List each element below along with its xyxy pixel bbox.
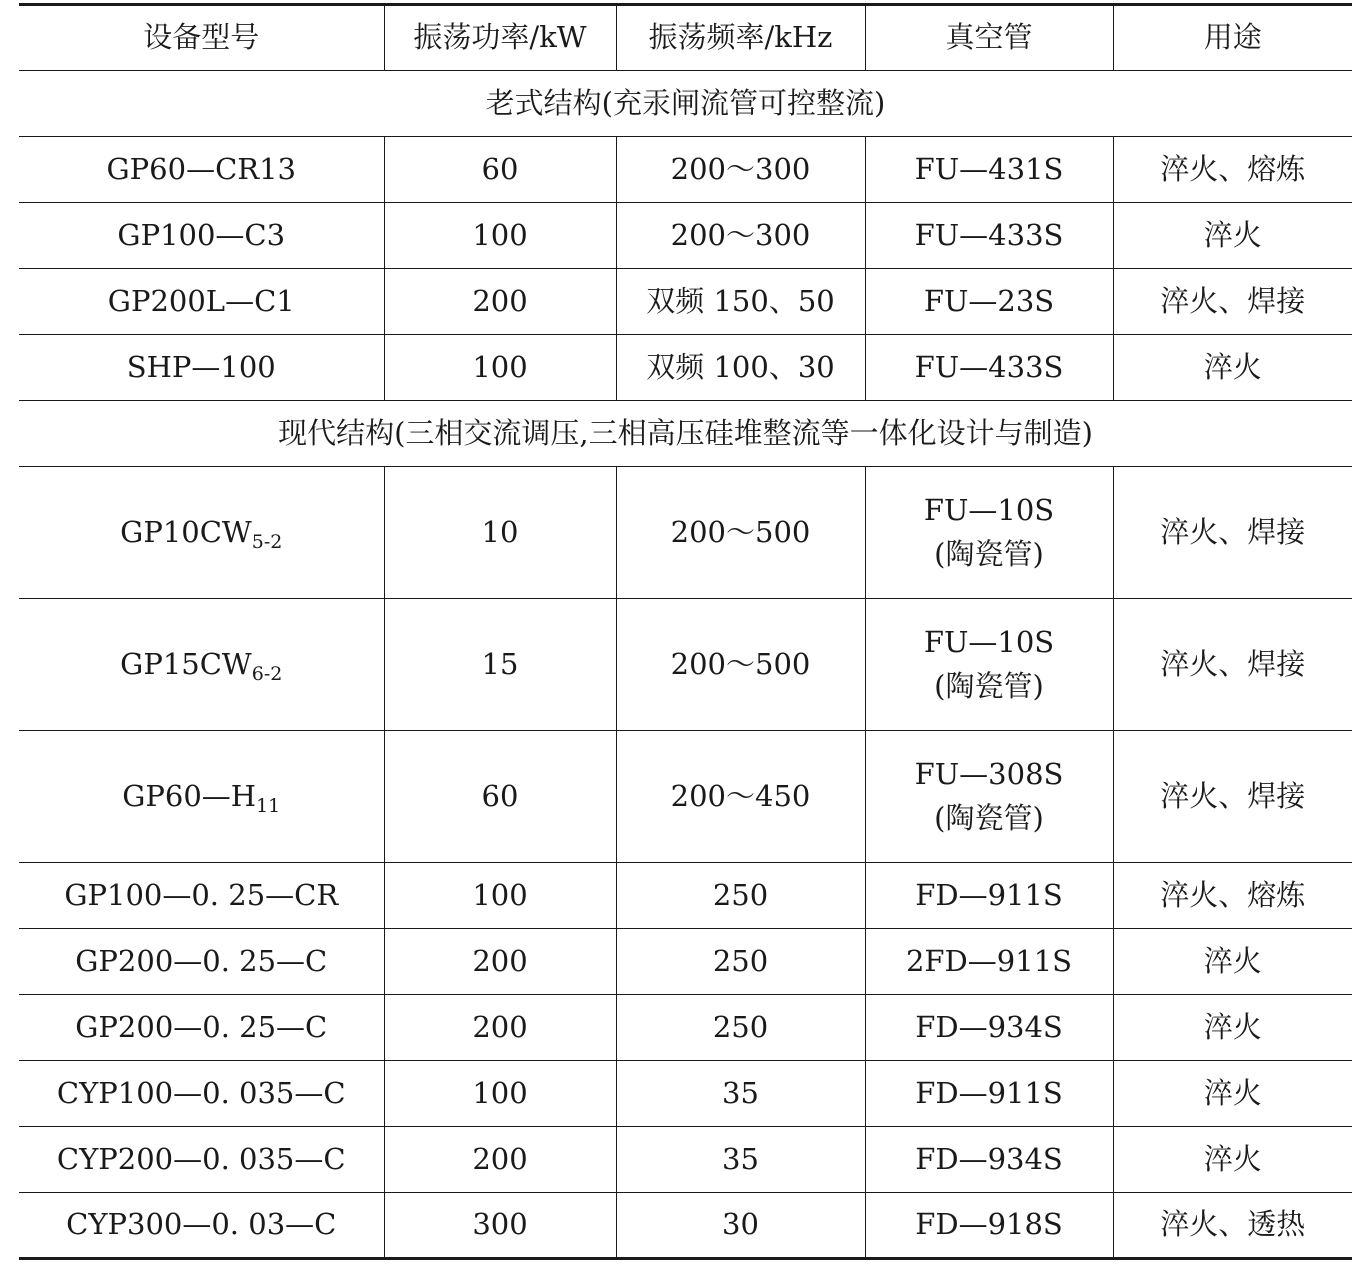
tube-text: FU—308S bbox=[914, 757, 1064, 792]
cell-power: 200 bbox=[384, 269, 616, 335]
cell-frequency: 250 bbox=[616, 995, 865, 1061]
cell-frequency: 双频 150、50 bbox=[616, 269, 865, 335]
cell-model: GP200L—C1 bbox=[19, 269, 384, 335]
cell-use: 淬火、焊接 bbox=[1113, 599, 1352, 731]
table-row bbox=[19, 1127, 1352, 1193]
cell-model: GP100—0. 25—CR bbox=[19, 863, 384, 929]
cell-model bbox=[19, 731, 384, 863]
cell-frequency: 200～300 bbox=[616, 137, 865, 203]
cell-use: 淬火、熔炼 bbox=[1113, 863, 1352, 929]
cell-tube bbox=[865, 599, 1113, 731]
cell-model bbox=[19, 599, 384, 731]
cell-power: 100 bbox=[384, 203, 616, 269]
cell-power: 300 bbox=[384, 1193, 616, 1259]
model-text: GP15CW bbox=[120, 646, 252, 681]
table-row bbox=[19, 269, 1352, 335]
equipment-table-container bbox=[19, 3, 1352, 1260]
tube-note: (陶瓷管) bbox=[934, 536, 1044, 571]
cell-model: CYP200—0. 035—C bbox=[19, 1127, 384, 1193]
cell-power: 200 bbox=[384, 995, 616, 1061]
table-row bbox=[19, 1061, 1352, 1127]
cell-use: 淬火、焊接 bbox=[1113, 731, 1352, 863]
cell-frequency: 250 bbox=[616, 863, 865, 929]
cell-model: GP200—0. 25—C bbox=[19, 929, 384, 995]
header-model: 设备型号 bbox=[19, 5, 384, 71]
cell-use: 淬火 bbox=[1113, 335, 1352, 401]
cell-frequency: 200～450 bbox=[616, 731, 865, 863]
model-text: GP60—H bbox=[122, 778, 257, 813]
cell-tube: FU—431S bbox=[865, 137, 1113, 203]
cell-tube: 2FD—911S bbox=[865, 929, 1113, 995]
cell-frequency: 250 bbox=[616, 929, 865, 995]
cell-model: GP100—C3 bbox=[19, 203, 384, 269]
cell-tube: FU—433S bbox=[865, 203, 1113, 269]
table-row bbox=[19, 1193, 1352, 1259]
cell-use: 淬火、焊接 bbox=[1113, 269, 1352, 335]
cell-tube: FD—911S bbox=[865, 1061, 1113, 1127]
cell-model bbox=[19, 467, 384, 599]
cell-use: 淬火 bbox=[1113, 995, 1352, 1061]
header-use: 用途 bbox=[1113, 5, 1352, 71]
table-row bbox=[19, 137, 1352, 203]
tube-note: (陶瓷管) bbox=[934, 800, 1044, 835]
cell-power: 10 bbox=[384, 467, 616, 599]
cell-tube: FD—934S bbox=[865, 1127, 1113, 1193]
header-tube: 真空管 bbox=[865, 5, 1113, 71]
cell-use: 淬火 bbox=[1113, 203, 1352, 269]
cell-power: 200 bbox=[384, 929, 616, 995]
cell-model: GP200—0. 25—C bbox=[19, 995, 384, 1061]
table-row bbox=[19, 995, 1352, 1061]
cell-power: 200 bbox=[384, 1127, 616, 1193]
cell-model: CYP300—0. 03—C bbox=[19, 1193, 384, 1259]
cell-model: GP60—CR13 bbox=[19, 137, 384, 203]
header-frequency: 振荡频率/kHz bbox=[616, 5, 865, 71]
cell-use: 淬火 bbox=[1113, 1061, 1352, 1127]
table-row bbox=[19, 467, 1352, 599]
cell-tube bbox=[865, 731, 1113, 863]
cell-frequency: 35 bbox=[616, 1127, 865, 1193]
model-subscript: 11 bbox=[256, 794, 281, 817]
cell-use: 淬火、透热 bbox=[1113, 1193, 1352, 1259]
cell-power: 100 bbox=[384, 335, 616, 401]
cell-frequency: 200～300 bbox=[616, 203, 865, 269]
header-row bbox=[19, 5, 1352, 71]
cell-frequency: 200～500 bbox=[616, 599, 865, 731]
cell-model: SHP—100 bbox=[19, 335, 384, 401]
section-title: 现代结构(三相交流调压,三相高压硅堆整流等一体化设计与制造) bbox=[19, 401, 1352, 467]
cell-tube bbox=[865, 467, 1113, 599]
table-row bbox=[19, 731, 1352, 863]
table-row bbox=[19, 599, 1352, 731]
section-title-row bbox=[19, 401, 1352, 467]
section-title: 老式结构(充汞闸流管可控整流) bbox=[19, 71, 1352, 137]
cell-tube: FD—911S bbox=[865, 863, 1113, 929]
cell-use: 淬火、焊接 bbox=[1113, 467, 1352, 599]
equipment-table bbox=[19, 3, 1352, 1260]
cell-tube: FD—934S bbox=[865, 995, 1113, 1061]
tube-text: FU—10S bbox=[923, 625, 1055, 660]
cell-frequency: 200～500 bbox=[616, 467, 865, 599]
cell-power: 60 bbox=[384, 731, 616, 863]
table-row bbox=[19, 863, 1352, 929]
tube-text: FU—10S bbox=[923, 493, 1055, 528]
cell-power: 60 bbox=[384, 137, 616, 203]
cell-power: 15 bbox=[384, 599, 616, 731]
cell-frequency: 30 bbox=[616, 1193, 865, 1259]
table-row bbox=[19, 203, 1352, 269]
cell-use: 淬火 bbox=[1113, 929, 1352, 995]
cell-power: 100 bbox=[384, 863, 616, 929]
cell-frequency: 双频 100、30 bbox=[616, 335, 865, 401]
table-row bbox=[19, 335, 1352, 401]
cell-model: CYP100—0. 035—C bbox=[19, 1061, 384, 1127]
cell-tube: FD—918S bbox=[865, 1193, 1113, 1259]
cell-tube: FU—23S bbox=[865, 269, 1113, 335]
model-text: GP10CW bbox=[120, 514, 252, 549]
cell-use: 淬火、熔炼 bbox=[1113, 137, 1352, 203]
model-subscript: 6-2 bbox=[251, 662, 283, 685]
table-row bbox=[19, 929, 1352, 995]
section-title-row bbox=[19, 71, 1352, 137]
cell-power: 100 bbox=[384, 1061, 616, 1127]
header-power: 振荡功率/kW bbox=[384, 5, 616, 71]
cell-tube: FU—433S bbox=[865, 335, 1113, 401]
tube-note: (陶瓷管) bbox=[934, 668, 1044, 703]
cell-frequency: 35 bbox=[616, 1061, 865, 1127]
model-subscript: 5-2 bbox=[251, 530, 283, 553]
cell-use: 淬火 bbox=[1113, 1127, 1352, 1193]
